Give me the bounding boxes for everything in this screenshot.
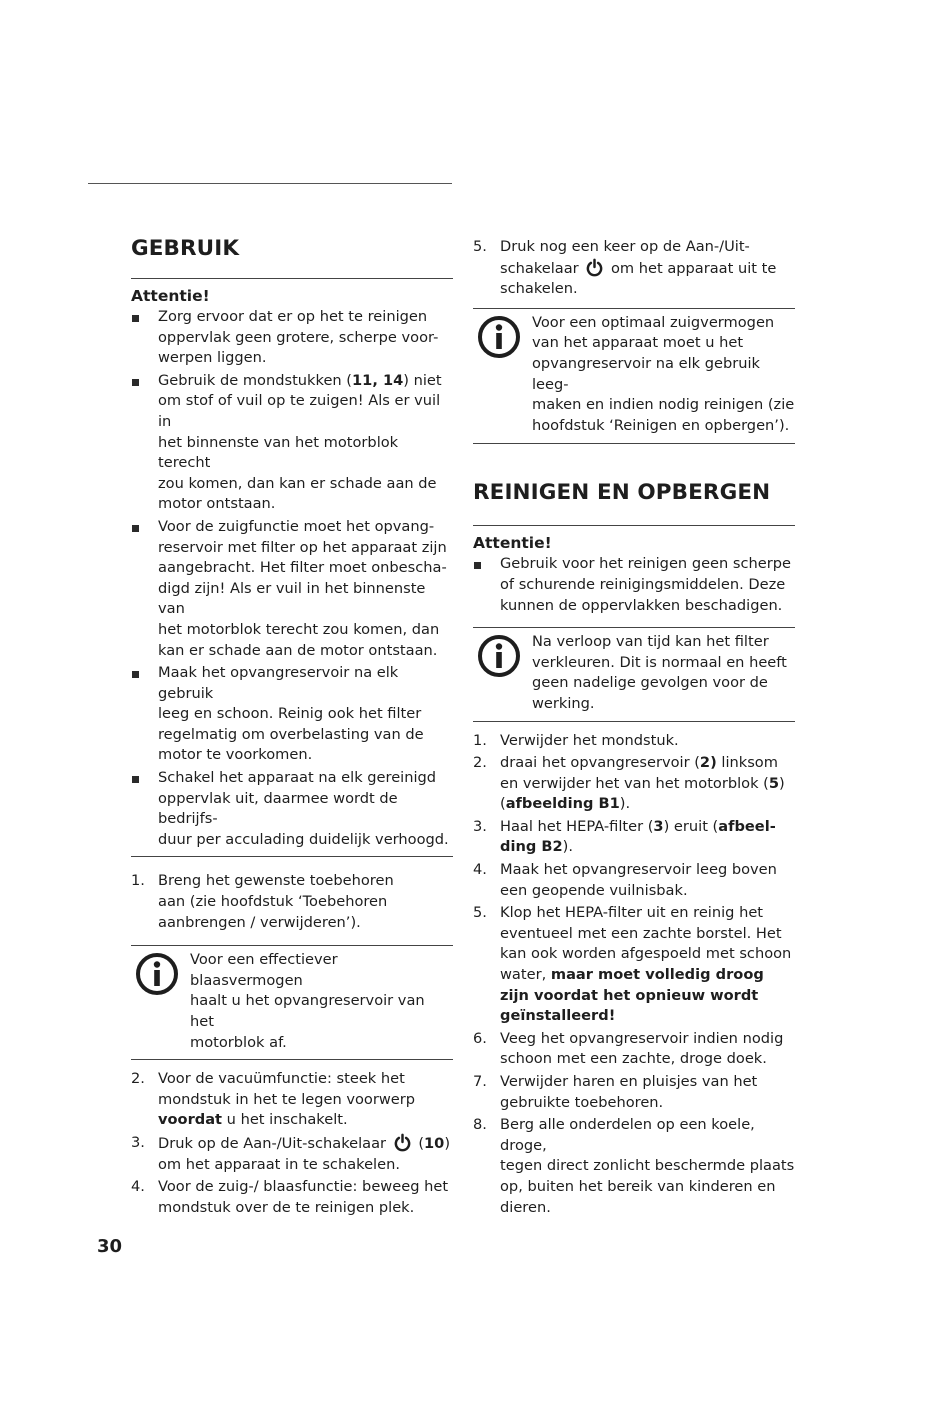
steps-list-a [131, 871, 453, 933]
bullet-square-icon [132, 525, 139, 532]
note-rule-bottom [473, 721, 795, 722]
heading-rule [473, 525, 795, 526]
attention-item: Gebruik voor het reinigen geen scherpe of schurende reinigingsmiddelen. Deze kunnen de oppervlakken beschadigen. [473, 554, 795, 616]
steps-list-c [473, 237, 795, 300]
bullet-square-icon [132, 315, 139, 322]
attention-item: Zorg ervoor dat er op het te reinigen oppervlak geen grotere, scherpe voor- werpen liggen. [131, 307, 453, 369]
top-rule [88, 183, 452, 184]
steps-list-b [131, 1069, 453, 1218]
step-item: 3. Druk op de Aan-/Uit-schakelaar (10) om het apparaat in te schakelen. [131, 1133, 451, 1173]
attention-item: Gebruik de mondstukken (11, 14) niet om stof of vuil op te zuigen! Als er vuil in het binnenste van het motorblok terecht zou komen, dan kan er schade aan de motor ontstaan. [131, 371, 453, 515]
section-heading-gebruik: GEBRUIK [131, 236, 240, 261]
power-icon [393, 1133, 412, 1152]
attention-item: Schakel het apparaat na elk gereinigd oppervlak uit, daarmee wordt de bedrijfs- duur per acculading duidelijk verhoogd. [131, 768, 453, 850]
attention-item: Maak het opvangreservoir na elk gebruik leeg en schoon. Reinig ook het filter regelmatig om overbelasting van de motor te voorkomen. [131, 663, 453, 766]
bullet-square-icon [474, 562, 481, 569]
page-number: 30 [97, 1236, 123, 1257]
step-item: 1. Breng het gewenste toebehoren aan (zie hoofdstuk ‘Toebehoren aanbrengen / verwijderen’). [131, 872, 394, 931]
info-icon [135, 952, 179, 996]
step-item: 4. Voor de zuig-/ blaasfunctie: beweeg het mondstuk over de te reinigen plek. [131, 1178, 449, 1216]
note-rule-bottom [131, 1059, 453, 1060]
step-item: 3. Haal het HEPA-filter (3) eruit (afbeel- ding B2). [473, 817, 776, 856]
step-item: 6. Veeg het opvangreservoir indien nodig schoon met een zachte, droge doek. [473, 1029, 784, 1068]
section-heading-reinigen: REINIGEN EN OPBERGEN [473, 480, 771, 506]
left-column [131, 234, 453, 1220]
step-item: 8. Berg alle onderdelen op een koele, droge, tegen direct zonlicht beschermde plaats op, buiten het bereik van kinderen en dieren. [473, 1116, 795, 1216]
attention-list [131, 307, 453, 850]
step-item: 1. Verwijder het mondstuk. [473, 731, 679, 749]
info-note: Voor een optimaal zuigvermogen van het apparaat moet u het opvangreservoir na elk gebruik leeg- maken en indien nodig reinigen (zie hoofdstuk ‘Reinigen en opbergen’). [473, 309, 795, 444]
attention-title: Attentie! [473, 534, 552, 553]
bullet-square-icon [132, 379, 139, 386]
attention-item: Voor de zuigfunctie moet het opvang- reservoir met filter op het apparaat zijn aangebracht. Het filter moet onbescha- digd zijn! Als er vuil in het binnenste van het motorblok terecht zou komen, dan kan er schade aan de motor ontstaan. [131, 517, 453, 661]
step-item: 5. Druk nog een keer op de Aan-/Uit- schakelaar om het apparaat uit te schakelen. [473, 238, 777, 298]
step-item: 2. draai het opvangreservoir (2) linksom en verwijder het van het motorblok (5) (afbeelding B1). [473, 754, 785, 813]
right-column [473, 234, 795, 1220]
bullet-square-icon [132, 671, 139, 678]
attention-title: Attentie! [131, 287, 210, 305]
step-item: 5. Klop het HEPA-filter uit en reinig het eventueel met een zachte borstel. Het kan ook worden afgespoeld met schoon water, maar moet volledig droog zijn voordat het opnieuw wordt geïnstalleerd! [473, 904, 792, 1025]
step-item: 7. Verwijder haren en pluisjes van het gebruikte toebehoren. [473, 1073, 758, 1111]
attention-list [473, 554, 795, 616]
power-icon [585, 258, 604, 277]
note-rule-bottom [473, 443, 795, 444]
info-note: Voor een effectiever blaasvermogen haalt u het opvangreservoir van het motorblok af. [131, 946, 453, 1059]
step-item: 4. Maak het opvangreservoir leeg boven een geopende vuilnisbak. [473, 861, 777, 899]
section-rule [131, 856, 453, 857]
info-icon [477, 634, 521, 678]
step-item: 2. Voor de vacuümfunctie: steek het mondstuk in het te legen voorwerp voordat u het inschakelt. [131, 1070, 416, 1129]
heading-rule [131, 278, 453, 279]
steps-list-d [473, 731, 795, 1219]
info-icon [477, 315, 521, 359]
bullet-square-icon [132, 776, 139, 783]
info-note: Na verloop van tijd kan het filter verkleuren. Dit is normaal en heeft geen nadelige gevolgen voor de werking. [473, 628, 795, 720]
